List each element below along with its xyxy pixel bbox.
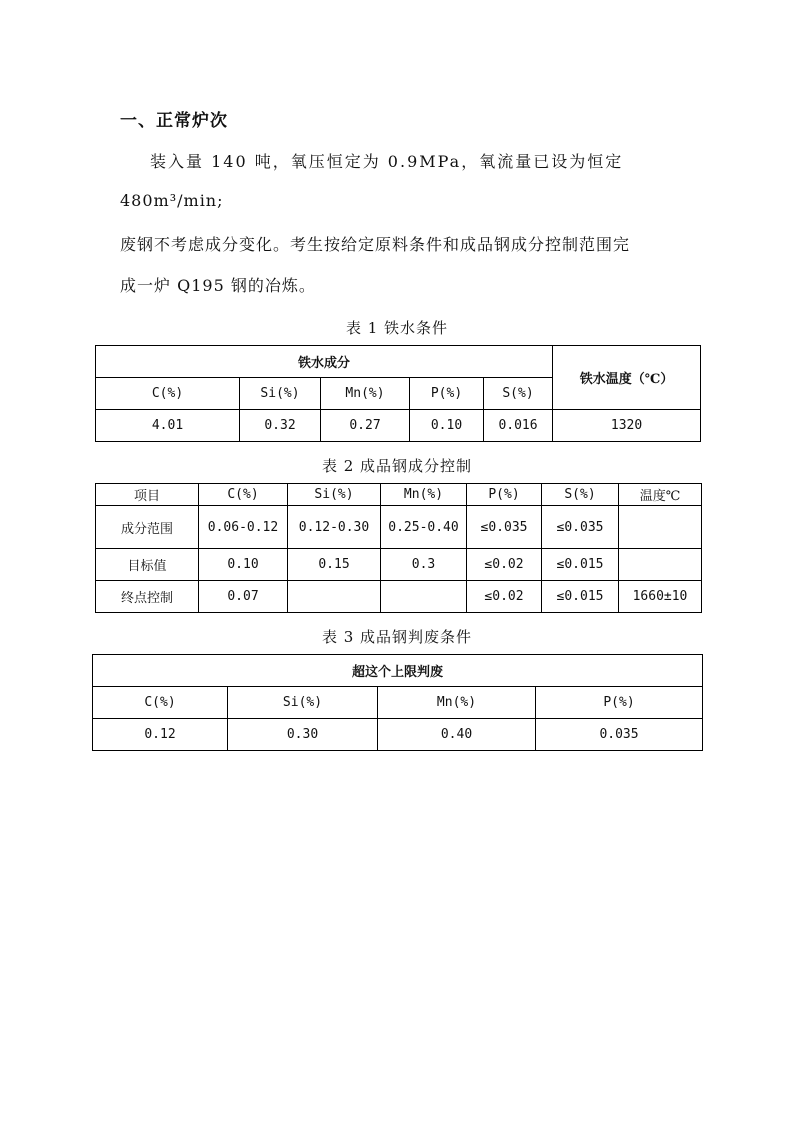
table1-group-header: 铁水成分 [96,346,553,378]
paragraph-line-4: 成一炉 Q195 钢的冶炼。 [120,276,316,295]
table1-value-p: 0.10 [410,410,484,442]
table1-value-si: 0.32 [240,410,321,442]
table-row [93,719,703,751]
table2-cell: 0.15 [288,549,381,581]
table2-header-mn: Mn(%) [381,484,467,506]
table1-caption: 表 1 铁水条件 [345,319,449,337]
table2-cell: 1660±10 [619,581,702,613]
table1-temp-value: 1320 [553,410,701,442]
table2-header-p: P(%) [467,484,542,506]
table3-value-c: 0.12 [93,719,228,751]
table1-value-c: 4.01 [96,410,240,442]
table2-cell: 0.12-0.30 [288,506,381,549]
table2-cell: ≤0.015 [542,581,619,613]
table2-cell [381,581,467,613]
paragraph-line-3: 废钢不考虑成分变化。考生按给定原料条件和成品钢成分控制范围完 [120,235,631,254]
table2-cell [619,506,702,549]
table2-header-item: 项目 [96,484,199,506]
table2-header-s: S(%) [542,484,619,506]
table3-caption: 表 3 成品钢判废条件 [321,628,473,646]
table3-header-si: Si(%) [228,687,378,719]
table2-cell: 0.3 [381,549,467,581]
table2-product-composition-control [95,483,702,613]
table-row [96,410,701,442]
table2-cell: ≤0.015 [542,549,619,581]
table3-header-mn: Mn(%) [378,687,536,719]
table-row [93,687,703,719]
table2-cell: ≤0.035 [542,506,619,549]
table3-value-si: 0.30 [228,719,378,751]
table2-cell: ≤0.02 [467,549,542,581]
table1-value-s: 0.016 [484,410,553,442]
table2-header-c: C(%) [199,484,288,506]
table1-header-c: C(%) [96,378,240,410]
table3-header-p: P(%) [536,687,703,719]
table3-value-mn: 0.40 [378,719,536,751]
table1-hot-metal-conditions [95,345,701,442]
table2-cell: 0.07 [199,581,288,613]
table-row [93,655,703,687]
table2-cell [619,549,702,581]
table2-cell: 0.06-0.12 [199,506,288,549]
table-row [96,484,702,506]
table2-cell [288,581,381,613]
table3-header-c: C(%) [93,687,228,719]
paragraph-line-2: 480m³/min; [120,191,224,210]
table-row [96,581,702,613]
table3-group-header: 超这个上限判废 [93,655,703,687]
table1-value-mn: 0.27 [321,410,410,442]
paragraph-line-1: 装入量 140 吨，氧压恒定为 0.9MPa，氧流量已设为恒定 [150,152,624,171]
table1-header-s: S(%) [484,378,553,410]
table2-row-label: 终点控制 [96,581,199,613]
table2-cell: 0.10 [199,549,288,581]
table2-caption: 表 2 成品钢成分控制 [321,457,473,475]
table2-cell: 0.25-0.40 [381,506,467,549]
table-row [96,506,702,549]
table-row [96,346,701,378]
table3-value-p: 0.035 [536,719,703,751]
table1-temp-header: 铁水温度（℃） [553,346,701,410]
table2-row-label: 成分范围 [96,506,199,549]
table2-header-temp: 温度℃ [619,484,702,506]
section-heading: 一、正常炉次 [120,111,228,131]
table2-cell: ≤0.02 [467,581,542,613]
table-row [96,549,702,581]
table1-header-si: Si(%) [240,378,321,410]
table1-header-p: P(%) [410,378,484,410]
table2-cell: ≤0.035 [467,506,542,549]
table1-header-mn: Mn(%) [321,378,410,410]
table3-rejection-conditions [92,654,703,751]
table2-row-label: 目标值 [96,549,199,581]
table2-header-si: Si(%) [288,484,381,506]
